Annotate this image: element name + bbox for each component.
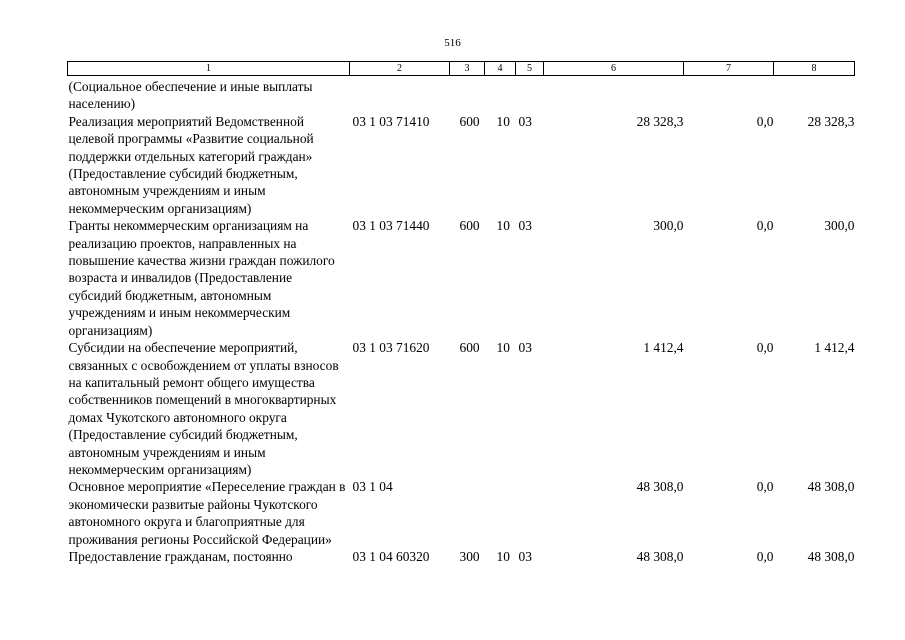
column-number: 2 — [350, 62, 450, 76]
row-code: 03 1 04 — [352, 479, 393, 495]
row-expense-type — [450, 478, 485, 548]
row-subsection: 03 — [518, 340, 532, 356]
row-total: 48 308,0 — [807, 548, 855, 564]
row-name: Предоставление гражданам, постоянно — [68, 548, 293, 564]
column-number: 4 — [485, 62, 516, 76]
row-subsection: 03 — [518, 218, 532, 234]
page-number: 516 — [444, 37, 461, 49]
row-amount: 48 308,0 — [636, 479, 684, 495]
row-section: 10 — [496, 113, 510, 129]
row-name: Субсидии на обеспечение мероприятий, связанных с освобождением от уплаты взносов на капитальный ремонт общего имущества собственников помещений в многоквартирных домах Чукотского автономного округа (Предоставление субсидий бюджетным, автономным учреждениям и иным некоммерческим организациям) — [68, 340, 339, 477]
row-amount: 28 328,3 — [636, 113, 684, 129]
row-expense-type: 300 — [459, 548, 480, 564]
row-name: Реализация мероприятий Ведомственной целевой программы «Развитие социальной поддержки отдельных категорий граждан» (Предоставление субсидий бюджетным, автономным учреждениям и иным некоммерческим организациям) — [68, 113, 314, 216]
table-row — [68, 478, 855, 548]
row-expense-type: 600 — [459, 218, 480, 234]
row-code: 03 1 03 71440 — [352, 218, 430, 234]
column-number: 5 — [516, 62, 544, 76]
row-subsection — [516, 76, 544, 113]
row-amount: 300,0 — [653, 218, 684, 234]
row-total: 1 412,4 — [814, 340, 855, 356]
row-subsection: 03 — [518, 113, 532, 129]
row-subsection — [516, 478, 544, 548]
row-change: 0,0 — [756, 479, 774, 495]
column-number: 8 — [774, 62, 855, 76]
row-name: Основное мероприятие «Переселение граждан в экономически развитые районы Чукотского автономного округа и благоприятные для проживания регионы Российской Федерации» — [68, 479, 346, 547]
row-change: 0,0 — [756, 548, 774, 564]
row-amount — [544, 76, 684, 113]
row-expense-type: 600 — [459, 113, 480, 129]
budget-table — [67, 61, 855, 565]
row-expense-type — [450, 76, 485, 113]
row-section — [485, 478, 516, 548]
row-code — [350, 76, 450, 113]
row-name: (Социальное обеспечение и иные выплаты населению) — [68, 79, 313, 112]
row-code: 03 1 03 71410 — [352, 113, 430, 129]
row-section — [485, 76, 516, 113]
row-change: 0,0 — [756, 218, 774, 234]
table-row — [68, 217, 855, 339]
row-change: 0,0 — [756, 113, 774, 129]
column-number: 6 — [544, 62, 684, 76]
row-change: 0,0 — [756, 340, 774, 356]
column-number: 1 — [68, 62, 350, 76]
row-total: 300,0 — [824, 218, 855, 234]
row-amount: 1 412,4 — [643, 340, 684, 356]
table-row — [68, 113, 855, 217]
table-row — [68, 339, 855, 478]
column-number: 7 — [684, 62, 774, 76]
row-section: 10 — [496, 340, 510, 356]
row-total: 28 328,3 — [807, 113, 855, 129]
row-section: 10 — [496, 218, 510, 234]
row-name: Гранты некоммерческим организациям на реализацию проектов, направленных на повышение качества жизни граждан пожилого возраста и инвалидов (Предоставление субсидий бюджетным, автономным учреждениям и иным некоммерческим организациям) — [68, 218, 335, 338]
column-number: 3 — [450, 62, 485, 76]
row-section: 10 — [496, 548, 510, 564]
row-amount: 48 308,0 — [636, 548, 684, 564]
row-expense-type: 600 — [459, 340, 480, 356]
table-row — [68, 548, 855, 565]
row-code: 03 1 04 60320 — [352, 548, 430, 564]
row-total — [774, 76, 855, 113]
row-total: 48 308,0 — [807, 479, 855, 495]
table-row — [68, 76, 855, 113]
row-change — [684, 76, 774, 113]
row-code: 03 1 03 71620 — [352, 340, 430, 356]
column-number-row — [68, 62, 855, 76]
table-header — [68, 62, 855, 76]
row-subsection: 03 — [518, 548, 532, 564]
